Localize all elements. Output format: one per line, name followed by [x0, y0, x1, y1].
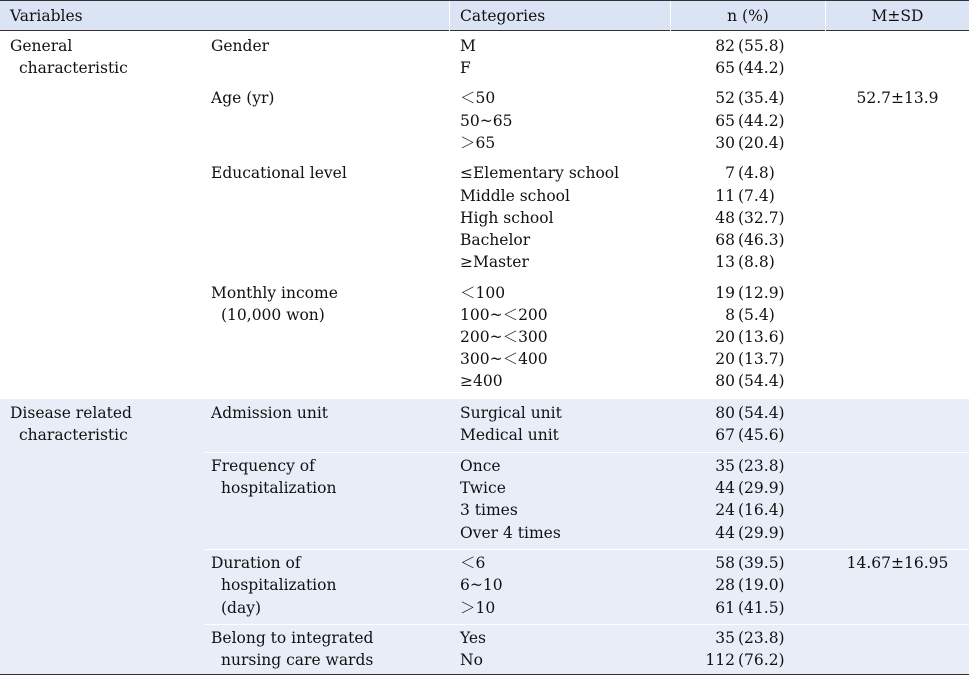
variable-label: Gender: [211, 36, 270, 55]
group-label: characteristic: [19, 58, 128, 77]
count-value: 24: [715, 501, 735, 520]
percent-value: (16.4): [738, 501, 785, 520]
category-label: ≥Master: [460, 253, 529, 272]
category-label: ＜50: [460, 89, 496, 108]
percent-value: (23.8): [738, 629, 785, 648]
header-m-sd: M±SD: [871, 7, 924, 25]
header-n-percent: n (%): [727, 7, 769, 25]
mean-sd-value: 14.67±16.95: [846, 554, 949, 573]
category-label: Surgical unit: [460, 404, 562, 423]
group-label: General: [10, 36, 73, 55]
count-value: 61: [715, 598, 735, 617]
group-separator: [0, 397, 969, 398]
category-label: Twice: [460, 479, 506, 498]
category-label: 200~＜300: [460, 328, 548, 347]
count-value: 11: [715, 186, 735, 205]
row-separator: [205, 549, 969, 550]
percent-value: (7.4): [738, 186, 775, 205]
percent-value: (39.5): [738, 554, 785, 573]
category-label: ≥400: [460, 372, 503, 391]
count-value: 20: [715, 328, 735, 347]
percent-value: (44.2): [738, 111, 785, 130]
variable-label: Belong to integrated: [211, 629, 374, 648]
percent-value: (29.9): [738, 479, 785, 498]
category-label: 3 times: [460, 501, 518, 520]
variable-label: hospitalization: [221, 576, 337, 595]
variable-label: (10,000 won): [221, 305, 325, 324]
percent-value: (41.5): [738, 598, 785, 617]
percent-value: (76.2): [738, 651, 785, 670]
category-label: ＜100: [460, 283, 506, 302]
count-value: 44: [715, 523, 735, 542]
category-label: No: [460, 651, 483, 670]
variable-label: Age (yr): [211, 89, 275, 108]
category-label: ≤Elementary school: [460, 164, 620, 183]
header-categories: Categories: [460, 7, 546, 25]
group-label: characteristic: [19, 426, 128, 445]
percent-value: (23.8): [738, 457, 785, 476]
category-label: Yes: [460, 629, 487, 648]
count-value: 65: [715, 111, 735, 130]
count-value: 35: [715, 629, 735, 648]
category-label: 100~＜200: [460, 305, 548, 324]
percent-value: (44.2): [738, 58, 785, 77]
percent-value: (19.0): [738, 576, 785, 595]
category-label: 6~10: [460, 576, 503, 595]
count-value: 80: [715, 372, 735, 391]
category-label: M: [460, 36, 476, 55]
header-variables: Variables: [10, 7, 83, 25]
table-header: [0, 0, 969, 31]
count-value: 82: [715, 36, 735, 55]
percent-value: (4.8): [738, 164, 775, 183]
category-label: 50~65: [460, 111, 513, 130]
category-label: Middle school: [460, 186, 570, 205]
count-value: 35: [715, 457, 735, 476]
percent-value: (54.4): [738, 372, 785, 391]
variable-label: Educational level: [211, 164, 347, 183]
percent-value: (54.4): [738, 404, 785, 423]
count-value: 112: [705, 651, 735, 670]
count-value: 48: [715, 208, 735, 227]
variable-label: hospitalization: [221, 479, 337, 498]
category-label: Bachelor: [460, 230, 531, 249]
count-value: 19: [715, 283, 735, 302]
category-label: High school: [460, 208, 554, 227]
category-label: ＜6: [460, 554, 486, 573]
mean-sd-value: 52.7±13.9: [856, 89, 939, 108]
category-label: ＞10: [460, 598, 496, 617]
category-label: Over 4 times: [460, 523, 561, 542]
count-value: 20: [715, 350, 735, 369]
table-bottom-rule: [0, 674, 969, 675]
count-value: 68: [715, 230, 735, 249]
count-value: 58: [715, 554, 735, 573]
count-value: 8: [725, 305, 735, 324]
percent-value: (29.9): [738, 523, 785, 542]
variable-label: Frequency of: [211, 457, 315, 476]
count-value: 30: [715, 133, 735, 152]
row-separator: [205, 624, 969, 625]
count-value: 28: [715, 576, 735, 595]
variable-label: nursing care wards: [221, 651, 374, 670]
category-label: ＞65: [460, 133, 496, 152]
variable-label: (day): [221, 598, 262, 617]
row-separator: [205, 452, 969, 453]
percent-value: (12.9): [738, 283, 785, 302]
percent-value: (13.6): [738, 328, 785, 347]
category-label: F: [460, 58, 471, 77]
percent-value: (13.7): [738, 350, 785, 369]
percent-value: (35.4): [738, 89, 785, 108]
count-value: 13: [715, 253, 735, 272]
variable-label: Monthly income: [211, 283, 338, 302]
variable-label: Admission unit: [211, 404, 329, 423]
percent-value: (46.3): [738, 230, 785, 249]
count-value: 67: [715, 426, 735, 445]
category-label: Once: [460, 457, 501, 476]
percent-value: (8.8): [738, 253, 775, 272]
category-label: 300~＜400: [460, 350, 548, 369]
percent-value: (5.4): [738, 305, 775, 324]
count-value: 80: [715, 404, 735, 423]
percent-value: (55.8): [738, 36, 785, 55]
percent-value: (45.6): [738, 426, 785, 445]
count-value: 65: [715, 58, 735, 77]
group-label: Disease related: [10, 404, 132, 423]
count-value: 44: [715, 479, 735, 498]
count-value: 52: [715, 89, 735, 108]
percent-value: (20.4): [738, 133, 785, 152]
count-value: 7: [725, 164, 735, 183]
variable-label: Duration of: [211, 554, 301, 573]
percent-value: (32.7): [738, 208, 785, 227]
category-label: Medical unit: [460, 426, 559, 445]
